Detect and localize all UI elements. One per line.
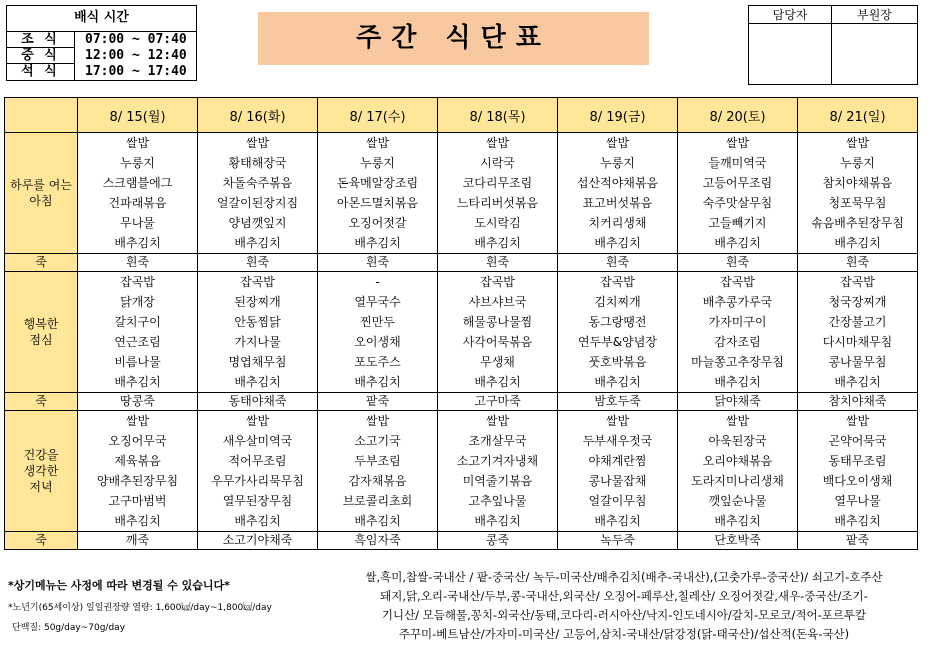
origin-line: 기니산/ 모듬해물,꽁치-외국산/동태,코다리-러시아산/낙지-인도네시아/갈치-모로코/적어-포르투칼 xyxy=(381,608,867,622)
menu-cell xyxy=(318,411,438,532)
menu-item: 쌀밥 xyxy=(365,136,390,150)
menu-item: 갈치구이 xyxy=(114,315,161,329)
menu-item: 배추김치 xyxy=(114,236,161,250)
porridge-cell: 깨죽 xyxy=(78,532,198,550)
menu-cell xyxy=(438,411,558,532)
menu-item: 배추김치 xyxy=(714,514,761,528)
menu-item: 연두부&양념장 xyxy=(578,335,657,349)
menu-item: 야채계란찜 xyxy=(588,454,647,468)
menu-item: 오이생채 xyxy=(354,335,401,349)
menu-item: 들깨미역국 xyxy=(708,156,767,170)
menu-item: 누룽지 xyxy=(120,156,155,170)
menu-item: 고추잎나물 xyxy=(468,494,527,508)
menu-items xyxy=(678,411,797,531)
porridge-cell: 흰죽 xyxy=(438,254,558,272)
menu-item: 배추김치 xyxy=(834,236,881,250)
menu-item: 조개살무국 xyxy=(468,434,527,448)
meal-row xyxy=(5,133,918,254)
menu-item: 잡곡밥 xyxy=(240,275,275,289)
menu-item: 솎음배추된장무침 xyxy=(811,216,904,230)
meal-row xyxy=(5,272,918,393)
menu-cell xyxy=(318,133,438,254)
menu-items xyxy=(198,411,317,531)
menu-item: 배추김치 xyxy=(474,375,521,389)
meal-time-value: 17:00 ~ 17:40 xyxy=(85,64,187,79)
menu-item: 돈육메알장조림 xyxy=(336,176,419,190)
menu-cell xyxy=(798,272,918,393)
menu-cell xyxy=(198,272,318,393)
porridge-label: 죽 xyxy=(5,393,78,411)
day-header: 8/ 15(월) xyxy=(78,98,198,133)
menu-item: 닭개장 xyxy=(120,295,155,309)
porridge-cell: 밤호두죽 xyxy=(558,393,678,411)
meal-label: 하루를 여는 아침 xyxy=(5,133,78,254)
meal-time-value: 07:00 ~ 07:40 xyxy=(85,32,187,47)
menu-cell xyxy=(678,411,798,532)
menu-item: 배추김치 xyxy=(354,236,401,250)
menu-item: 누룽지 xyxy=(840,156,875,170)
menu-item: 청포묵무침 xyxy=(828,196,887,210)
menu-item: 동태무조림 xyxy=(828,454,887,468)
menu-cell xyxy=(558,133,678,254)
menu-items xyxy=(318,411,437,531)
menu-item: 동그랑땡전 xyxy=(588,315,647,329)
menu-item: 누룽지 xyxy=(360,156,395,170)
menu-item: 느타리버섯볶음 xyxy=(456,196,539,210)
porridge-cell: 단호박죽 xyxy=(678,532,798,550)
menu-items xyxy=(558,133,677,253)
meal-label: 행복한 점심 xyxy=(5,272,78,393)
menu-item: 도시락김 xyxy=(474,216,521,230)
menu-item: 배추김치 xyxy=(834,375,881,389)
porridge-row xyxy=(5,532,918,550)
approval-deputy-label: 부원장 xyxy=(832,6,917,24)
menu-item: 마늘쫑고추장무침 xyxy=(691,355,784,369)
menu-item: 잡곡밥 xyxy=(600,275,635,289)
menu-item: 고구마범벅 xyxy=(108,494,167,508)
menu-items xyxy=(198,272,317,392)
menu-cell xyxy=(678,272,798,393)
menu-item: 김치찌개 xyxy=(594,295,641,309)
menu-item: 쌀밥 xyxy=(725,414,750,428)
menu-item: 오징어젓갈 xyxy=(348,216,407,230)
menu-items xyxy=(438,272,557,392)
menu-cell xyxy=(438,133,558,254)
menu-items xyxy=(198,133,317,253)
menu-item: 열무나물 xyxy=(834,494,881,508)
menu-item: 아욱된장국 xyxy=(708,434,767,448)
menu-item: 콩나물무침 xyxy=(828,355,887,369)
menu-item: 얼갈이된장지짐 xyxy=(216,196,299,210)
porridge-cell: 흑임자죽 xyxy=(318,532,438,550)
meal-time-value: 12:00 ~ 12:40 xyxy=(85,48,187,63)
porridge-cell: 팥죽 xyxy=(798,532,918,550)
menu-item: 청국장찌개 xyxy=(828,295,887,309)
menu-item: 쌀밥 xyxy=(125,136,150,150)
menu-item: 풋호박볶음 xyxy=(588,355,647,369)
corner-cell xyxy=(5,98,78,133)
menu-item: 양배추된장무침 xyxy=(96,474,179,488)
page-title: 주간 식단표 xyxy=(258,12,649,65)
porridge-label: 죽 xyxy=(5,532,78,550)
menu-item: 연근조림 xyxy=(114,335,161,349)
day-header-row xyxy=(5,98,918,133)
menu-item: 브로콜리초회 xyxy=(342,494,413,508)
menu-item: 도라지미나리생채 xyxy=(691,474,784,488)
menu-item: 시락국 xyxy=(480,156,515,170)
menu-item: 차돌숙주볶음 xyxy=(222,176,293,190)
menu-item: 건파래볶음 xyxy=(108,196,167,210)
menu-item: 미역줄기볶음 xyxy=(462,474,533,488)
menu-items xyxy=(798,272,917,392)
meal-time-row-dinner xyxy=(7,64,196,80)
menu-item: 스크램블에그 xyxy=(102,176,173,190)
weekly-menu-table xyxy=(4,97,918,550)
menu-cell xyxy=(558,411,678,532)
menu-item: 배추콩가루국 xyxy=(702,295,773,309)
day-header: 8/ 18(목) xyxy=(438,98,558,133)
menu-item: 쌀밥 xyxy=(245,136,270,150)
porridge-cell: 땅콩죽 xyxy=(78,393,198,411)
day-header: 8/ 20(토) xyxy=(678,98,798,133)
menu-item: 우무가사리묵무침 xyxy=(211,474,304,488)
day-header: 8/ 16(화) xyxy=(198,98,318,133)
approval-box xyxy=(748,5,918,85)
porridge-cell: 동태야채죽 xyxy=(198,393,318,411)
menu-item: 섭산적야채볶음 xyxy=(576,176,659,190)
menu-item: 콩나물잡채 xyxy=(588,474,647,488)
menu-item: 배추김치 xyxy=(354,514,401,528)
day-header: 8/ 17(수) xyxy=(318,98,438,133)
menu-item: 치커리생채 xyxy=(588,216,647,230)
menu-items xyxy=(78,272,197,392)
day-header: 8/ 19(금) xyxy=(558,98,678,133)
menu-item: 감자채볶음 xyxy=(348,474,407,488)
menu-item: 가자미구이 xyxy=(708,315,767,329)
menu-cell xyxy=(78,133,198,254)
approval-deputy-sign xyxy=(832,24,917,84)
menu-item: 배추김치 xyxy=(594,236,641,250)
menu-item: 배추김치 xyxy=(474,514,521,528)
meal-time-label: 석 식 xyxy=(7,64,75,80)
menu-item: 누룽지 xyxy=(600,156,635,170)
menu-item: 사각어묵볶음 xyxy=(462,335,533,349)
menu-cell xyxy=(438,272,558,393)
menu-cell xyxy=(78,411,198,532)
menu-item: 고등어무조림 xyxy=(702,176,773,190)
menu-cell xyxy=(798,411,918,532)
menu-item: 적어무조림 xyxy=(228,454,287,468)
menu-item: 된장찌개 xyxy=(234,295,281,309)
menu-cell xyxy=(798,133,918,254)
meal-time-row-breakfast xyxy=(7,32,196,48)
menu-item: 쌀밥 xyxy=(605,136,630,150)
menu-cell xyxy=(198,411,318,532)
menu-item: 참치야채볶음 xyxy=(822,176,893,190)
origin-line: 주꾸미-베트남산/가자미-미국산/ 고등어,삼치-국내산/닭강정(닭-태국산)/섭산적(돈육-국산) xyxy=(398,627,850,641)
porridge-row xyxy=(5,254,918,272)
meal-row xyxy=(5,411,918,532)
menu-item: 쌀밥 xyxy=(605,414,630,428)
porridge-cell: 닭야채죽 xyxy=(678,393,798,411)
approval-manager-sign xyxy=(749,24,832,84)
menu-item: 감자조림 xyxy=(714,335,761,349)
menu-item: 황태해장국 xyxy=(228,156,287,170)
menu-item: 배추김치 xyxy=(234,236,281,250)
menu-item: 양념깻잎지 xyxy=(228,216,287,230)
menu-item: 제육볶음 xyxy=(114,454,161,468)
menu-item: 가지나물 xyxy=(234,335,281,349)
menu-item: 찐만두 xyxy=(360,315,395,329)
menu-item: 쌀밥 xyxy=(485,136,510,150)
menu-item: 잡곡밥 xyxy=(720,275,755,289)
menu-cell xyxy=(318,272,438,393)
menu-items xyxy=(678,133,797,253)
menu-item: 해물콩나물찜 xyxy=(462,315,533,329)
menu-item: 쌀밥 xyxy=(845,136,870,150)
menu-item: 비름나물 xyxy=(114,355,161,369)
menu-items xyxy=(438,411,557,531)
meal-label: 건강을 생각한 저녁 xyxy=(5,411,78,532)
menu-item: 열무국수 xyxy=(354,295,401,309)
menu-items xyxy=(798,133,917,253)
menu-items xyxy=(798,411,917,531)
menu-items xyxy=(558,272,677,392)
porridge-row xyxy=(5,393,918,411)
menu-item: 오리야채볶음 xyxy=(702,454,773,468)
menu-items xyxy=(558,411,677,531)
meal-time-title: 배식 시간 xyxy=(7,6,196,32)
menu-cell xyxy=(678,133,798,254)
menu-item: 배추김치 xyxy=(234,514,281,528)
menu-items xyxy=(678,272,797,392)
menu-change-notice: *상기메뉴는 사정에 따라 변경될 수 있습니다* xyxy=(8,579,230,592)
menu-item: 쌀밥 xyxy=(485,414,510,428)
protein-note: 단백질: 50g/day~70g/day xyxy=(12,623,126,633)
origin-line: 쌀,흑미,찹쌀-국내산 / 팥-중국산/ 녹두-미국산/배추김치(배추-국내산),(고춧가루-중국산)/ 쇠고기-호주산 xyxy=(365,570,883,584)
origin-info xyxy=(318,568,930,644)
menu-item: 포도주스 xyxy=(354,355,401,369)
porridge-cell: 녹두죽 xyxy=(558,532,678,550)
porridge-cell: 참치야채죽 xyxy=(798,393,918,411)
menu-item: 배추김치 xyxy=(834,514,881,528)
menu-item: 숙주맛살무침 xyxy=(702,196,773,210)
menu-item: 두부조림 xyxy=(354,454,401,468)
menu-item: 배추김치 xyxy=(234,375,281,389)
menu-item: 쌀밥 xyxy=(125,414,150,428)
porridge-label: 죽 xyxy=(5,254,78,272)
menu-item: 배추김치 xyxy=(714,236,761,250)
menu-item: 코다리무조림 xyxy=(462,176,533,190)
menu-item: 잡곡밥 xyxy=(480,275,515,289)
porridge-cell: 팥죽 xyxy=(318,393,438,411)
menu-item: 소고기국 xyxy=(354,434,401,448)
menu-item: 간장불고기 xyxy=(828,315,887,329)
menu-cell xyxy=(78,272,198,393)
menu-items xyxy=(438,133,557,253)
menu-item: - xyxy=(375,275,380,289)
menu-item: 아몬드멸치볶음 xyxy=(336,196,419,210)
porridge-cell: 고구마죽 xyxy=(438,393,558,411)
menu-item: 열무된장무침 xyxy=(222,494,293,508)
porridge-cell: 흰죽 xyxy=(678,254,798,272)
porridge-cell: 흰죽 xyxy=(78,254,198,272)
senior-calorie-note: *노년기(65세이상) 일일권장량 열량: 1,600㎉/day~1,800㎉/day xyxy=(8,603,272,613)
menu-item: 곤약어묵국 xyxy=(828,434,887,448)
menu-item: 배추김치 xyxy=(594,514,641,528)
menu-items xyxy=(318,133,437,253)
menu-item: 백다오이생채 xyxy=(822,474,893,488)
menu-item: 무나물 xyxy=(120,216,155,230)
menu-item: 배추김치 xyxy=(114,375,161,389)
menu-items xyxy=(78,133,197,253)
meal-time-box xyxy=(6,5,197,81)
menu-item: 고들빼기지 xyxy=(708,216,767,230)
menu-items xyxy=(78,411,197,531)
meal-time-row-lunch xyxy=(7,48,196,64)
origin-line: 돼지,닭,오리-국내산/두부,콩-국내산,외국산/ 오징어-페루산,칠레산/ 오징어젓갈,새우-중국산/조기- xyxy=(380,589,868,603)
menu-items xyxy=(318,272,437,392)
day-header: 8/ 21(일) xyxy=(798,98,918,133)
porridge-cell: 흰죽 xyxy=(798,254,918,272)
menu-item: 새우살미역국 xyxy=(222,434,293,448)
menu-item: 배추김치 xyxy=(114,514,161,528)
menu-item: 두부새우젓국 xyxy=(582,434,653,448)
menu-item: 얼갈이무침 xyxy=(588,494,647,508)
porridge-cell: 콩죽 xyxy=(438,532,558,550)
menu-item: 배추김치 xyxy=(474,236,521,250)
menu-item: 배추김치 xyxy=(714,375,761,389)
menu-item: 잡곡밥 xyxy=(120,275,155,289)
approval-manager-label: 담당자 xyxy=(749,6,832,24)
menu-item: 배추김치 xyxy=(594,375,641,389)
porridge-cell: 흰죽 xyxy=(198,254,318,272)
menu-cell xyxy=(198,133,318,254)
meal-time-label: 조 식 xyxy=(7,32,75,48)
porridge-cell: 흰죽 xyxy=(318,254,438,272)
porridge-cell: 소고기야채죽 xyxy=(198,532,318,550)
meal-time-label: 중 식 xyxy=(7,48,75,64)
menu-item: 샤브샤브국 xyxy=(468,295,527,309)
menu-item: 깻잎순나물 xyxy=(708,494,767,508)
menu-cell xyxy=(558,272,678,393)
menu-item: 안동찜닭 xyxy=(234,315,281,329)
menu-item: 무생채 xyxy=(480,355,515,369)
menu-item: 배추김치 xyxy=(354,375,401,389)
menu-item: 다시마채무침 xyxy=(822,335,893,349)
menu-item: 오징어무국 xyxy=(108,434,167,448)
menu-item: 명엽채무침 xyxy=(228,355,287,369)
menu-item: 잡곡밥 xyxy=(840,275,875,289)
porridge-cell: 흰죽 xyxy=(558,254,678,272)
menu-item: 표고버섯볶음 xyxy=(582,196,653,210)
menu-item: 소고기겨자냉채 xyxy=(456,454,539,468)
menu-item: 쌀밥 xyxy=(365,414,390,428)
menu-item: 쌀밥 xyxy=(725,136,750,150)
menu-item: 쌀밥 xyxy=(845,414,870,428)
menu-item: 쌀밥 xyxy=(245,414,270,428)
